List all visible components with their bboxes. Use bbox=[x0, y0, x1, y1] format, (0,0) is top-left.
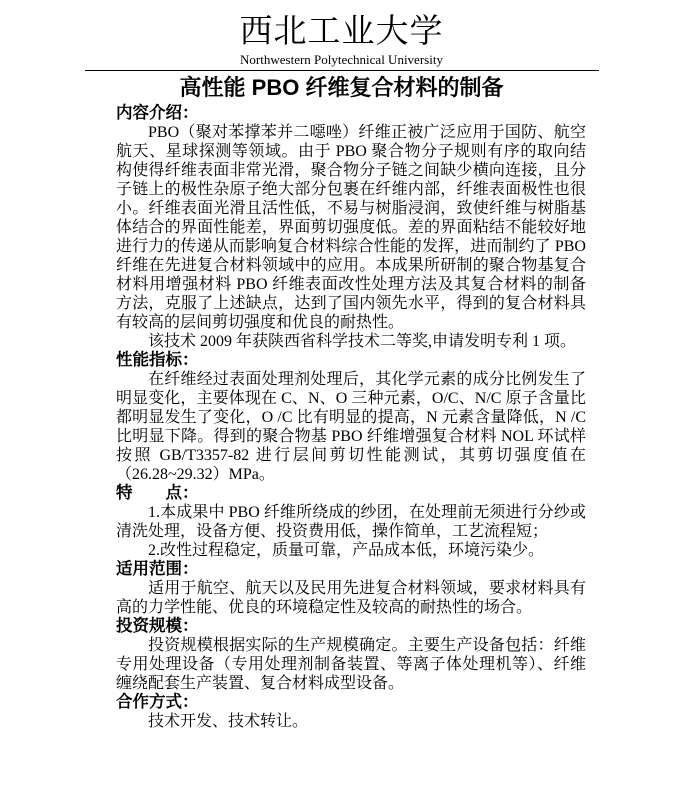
section-investment-scale bbox=[116, 617, 586, 693]
university-name-cn: 西北工业大学 bbox=[239, 14, 444, 50]
document-title: 高性能 PBO 纤维复合材料的制备 bbox=[179, 75, 504, 100]
section-heading-application-scope: 适用范围： bbox=[116, 560, 199, 578]
letterhead bbox=[0, 0, 683, 71]
paragraph: 该技术 2009 年获陕西省科学技术二等奖,申请发明专利 1 项。 bbox=[148, 333, 577, 350]
document-body bbox=[0, 104, 683, 731]
section-heading-investment-scale: 投资规模： bbox=[116, 617, 199, 635]
section-heading-performance-metrics: 性能指标： bbox=[116, 351, 199, 369]
section-application-scope bbox=[116, 560, 586, 617]
section-features bbox=[116, 484, 586, 560]
section-heading-cooperation-mode: 合作方式： bbox=[116, 693, 199, 711]
paragraph: 2.改性过程稳定，质量可靠，产品成本低，环境污染少。 bbox=[148, 542, 545, 559]
section-heading-features: 特 点： bbox=[116, 484, 199, 502]
paragraph: 1.本成果中 PBO 纤维所绕成的纱团，在处理前无须进行分纱或清洗处理，设备方便、投资费用低，操作简单，工艺流程短； bbox=[116, 504, 586, 540]
section-heading-content-intro: 内容介绍： bbox=[116, 104, 199, 122]
header-divider bbox=[85, 70, 599, 71]
section-cooperation-mode bbox=[116, 693, 586, 731]
section-performance-metrics bbox=[116, 351, 586, 484]
paragraph: 适用于航空、航天以及民用先进复合材料领域，要求材料具有高的力学性能、优良的环境稳定性及较高的耐热性的场合。 bbox=[116, 580, 586, 616]
section-content-intro bbox=[116, 104, 586, 351]
paragraph: PBO（聚对苯撑苯并二噁唑）纤维正被广泛应用于国防、航空航天、星球探测等领域。由于 PBO 聚合物分子规则有序的取向结构使得纤维表面非常光滑，聚合物分子链之间缺少横向连接，且分子链上的极性杂原子绝大部分包裹在纤维内部，纤维表面极性也很小。纤维表面光滑且活性低，不易与树脂浸润，致使纤维与树脂基体结合的界面性能差，界面剪切强度低。差的界面粘结不能较好地进行力的传递从而影响复合材料综合性能的发挥，进而制约了 PBO 纤维在先进复合材料领域中的应用。本成果所研制的聚合物基复合材料用增强材料 PBO 纤维表面改性处理方法及其复合材料的制备方法，克服了上述缺点，达到了国内领先水平，得到的复合材料具有较高的层间剪切强度和优良的耐热性。 bbox=[116, 124, 586, 331]
paragraph: 在纤维经过表面处理剂处理后，其化学元素的成分比例发生了明显变化，主要体现在 C、N、O 三种元素，O/C、N/C 原子含量比都明显发生了变化，O /C 比有明显的提高，N 元素含量降低，N /C 比明显下降。得到的聚合物基 PBO 纤维增强复合材料 NOL 环试样按照 GB/T3357-82 进行层间剪切性能测试，其剪切强度值在 （26.28~29.32）MPa。 bbox=[116, 371, 586, 483]
university-name-en: Northwestern Polytechnical University bbox=[240, 52, 443, 67]
paragraph: 投资规模根据实际的生产规模确定。主要生产设备包括：纤维专用处理设备（专用处理剂制备装置、等离子体处理机等）、纤维缠绕配套生产装置、复合材料成型设备。 bbox=[116, 637, 586, 692]
paragraph: 技术开发、技术转让。 bbox=[148, 713, 309, 730]
